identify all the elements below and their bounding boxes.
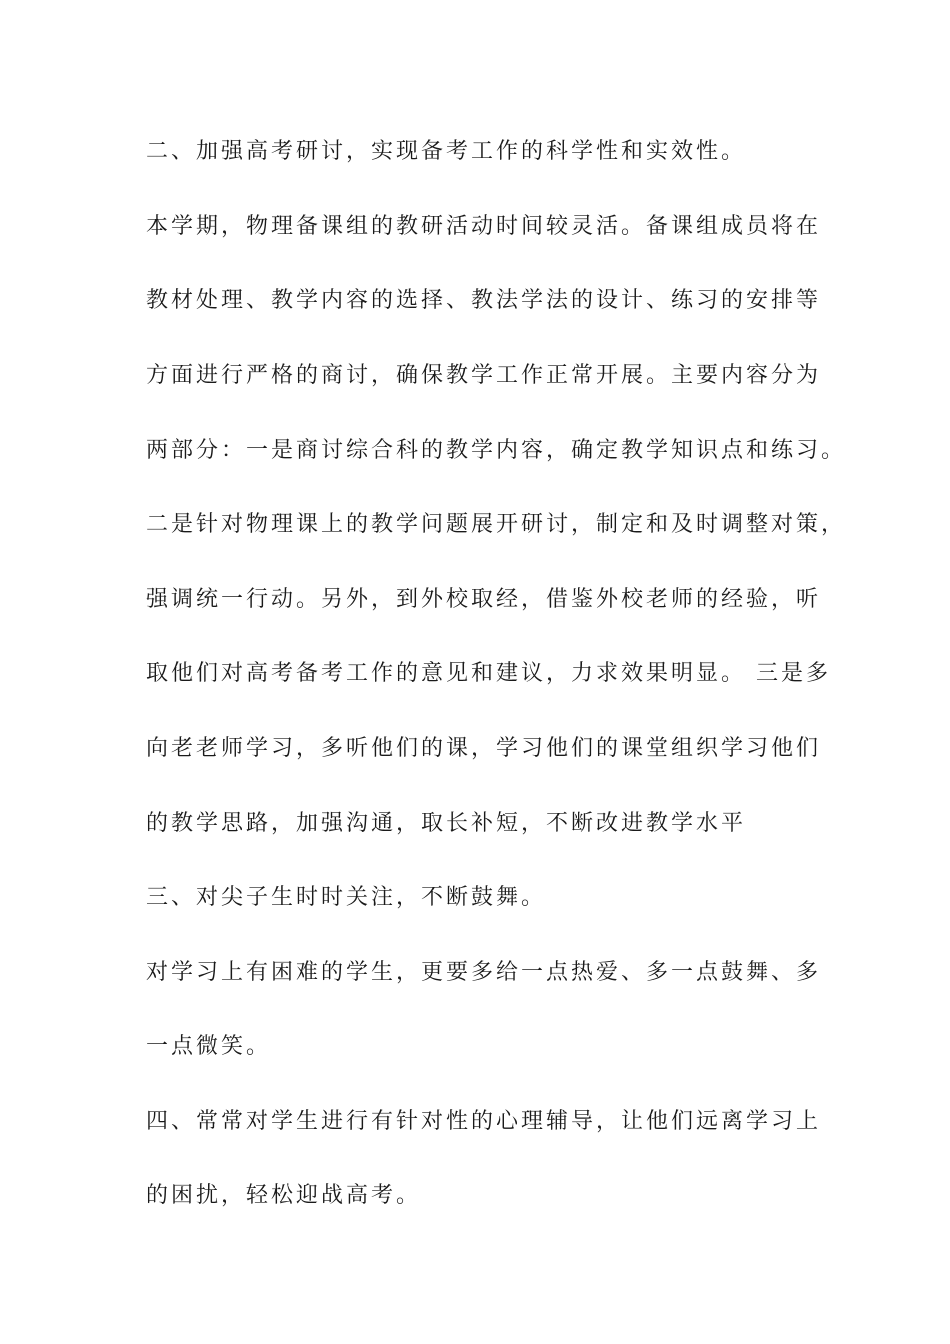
paragraph-line: 向老老师学习，多听他们的课，学习他们的课堂组织学习他们	[146, 736, 822, 761]
paragraph-line: 强调统一行动。另外，到外校取经，借鉴外校老师的经验，听	[146, 587, 822, 612]
paragraph-line: 方面进行严格的商讨，确保教学工作正常开展。主要内容分为	[146, 363, 822, 388]
paragraph-line: 的教学思路，加强沟通，取长补短，不断改进教学水平	[146, 811, 747, 836]
paragraph-line: 教材处理、教学内容的选择、教法学法的设计、练习的安排等	[146, 288, 822, 313]
paragraph-line: 对学习上有困难的学生，更要多给一点热爱、多一点鼓舞、多	[146, 960, 822, 985]
paragraph-line: 二是针对物理课上的教学问题展开研讨，制定和及时调整对策，	[146, 512, 847, 537]
paragraph-line: 的困扰，轻松迎战高考。	[146, 1183, 422, 1208]
paragraph-line: 一点微笑。	[146, 1034, 272, 1059]
section-heading-4: 四、常常对学生进行有针对性的心理辅导，让他们远离学习上	[146, 1109, 822, 1134]
section-heading-3: 三、对尖子生时时关注，不断鼓舞。	[146, 885, 547, 910]
paragraph-line: 两部分：一是商讨综合科的教学内容，确定教学知识点和练习。	[146, 438, 847, 463]
paragraph-line: 本学期，物理备课组的教研活动时间较灵活。备课组成员将在	[146, 214, 822, 239]
paragraph-line: 取他们对高考备考工作的意见和建议，力求效果明显。 三是多	[146, 661, 831, 686]
section-heading-2: 二、加强高考研讨，实现备考工作的科学性和实效性。	[146, 139, 747, 164]
